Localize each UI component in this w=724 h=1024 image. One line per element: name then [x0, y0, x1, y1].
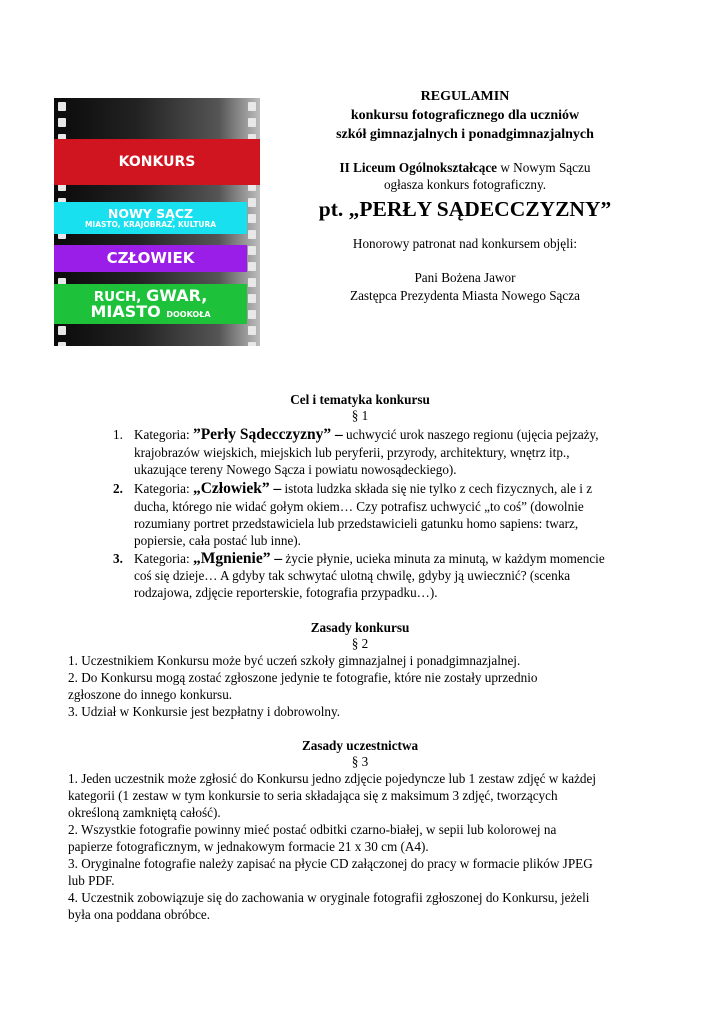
patronage-line: Honorowy patronat nad konkursem objęli:	[352, 236, 578, 251]
film-sprocket-hole	[248, 310, 256, 319]
category-3-name: „Mgnienie” –	[192, 550, 283, 567]
film-sprocket-hole	[248, 262, 256, 271]
section-2-heading: Zasady konkursu	[310, 620, 410, 635]
category-2-line2: ducha, którego nie widać gołym okiem… Czy potrafisz uchwycić „to coś” (dowolnie	[134, 499, 584, 514]
film-sprocket-hole	[248, 278, 256, 287]
poster-ruch-text: RUCH,	[93, 288, 147, 305]
category-1-line1	[134, 427, 599, 443]
film-sprocket-hole	[58, 326, 66, 335]
rule-3-line4: 2. Wszystkie fotografie powinny mieć postać odbitki czarno-białej, w sepii lub kolorowej na	[68, 822, 557, 837]
category-2-number: 2.	[113, 481, 123, 496]
category-1-line2: krajobrazów wiejskich, miejskich lub peryferii, przyrody, architektury, wnętrz itp.,	[134, 445, 570, 460]
section-3-paragraph-sign: § 3	[351, 754, 369, 769]
category-1-prefix: Kategoria:	[134, 427, 193, 442]
category-2-line3: rozumiany portret przedstawiciela lub przedstawicieli gatunku homo sapiens: twarz,	[134, 516, 579, 531]
rule-2-line4: 3. Udział w Konkursie jest bezpłatny i dobrowolny.	[68, 704, 340, 719]
rule-3-line5: papierze fotograficznym, w jednakowym formacie 21 x 30 cm (A4).	[68, 839, 429, 854]
category-3-line2: coś się dzieje… A gdyby tak schwytać ulotną chwilę, gdyby ją uwiecznić? (scenka	[134, 568, 571, 583]
film-sprocket-hole	[248, 214, 256, 223]
poster-miasto-text: MIASTO	[90, 302, 167, 321]
school-location: w Nowym Sączu	[497, 160, 591, 175]
category-2-name: „Człowiek” –	[192, 480, 282, 497]
rule-3-line2: kategorii (1 zestaw w tym konkursie to seria składająca się z maksimum 3 zdjęć, tworzących	[68, 788, 558, 803]
film-sprocket-hole	[248, 294, 256, 303]
film-sprocket-hole	[248, 246, 256, 255]
doc-title-line2: konkursu fotograficznego dla uczniów	[350, 108, 580, 123]
category-1-name: ”Perły Sądecczyzny” –	[192, 426, 343, 443]
film-sprocket-hole	[248, 102, 256, 111]
rule-3-line3: określoną zamkniętą całość).	[68, 805, 221, 820]
category-2-text: istota ludzka składa się nie tylko z cech fizycznych, ale i z	[281, 481, 593, 496]
film-strip-right	[246, 98, 258, 346]
section-1-paragraph-sign: § 1	[351, 408, 369, 423]
rule-3-line8: 4. Uczestnik zobowiązuje się do zachowania w oryginale fotografii zgłoszonej do Konkursu, jeżeli	[68, 890, 590, 905]
category-3-prefix: Kategoria:	[134, 551, 193, 566]
film-sprocket-hole	[58, 342, 66, 346]
poster-konkurs-text: KONKURS	[118, 154, 196, 170]
rule-3-line9: była ona poddana obróbce.	[68, 907, 211, 922]
poster-nowy-sacz-text: NOWY SĄCZ	[107, 205, 194, 221]
rule-2-line3: zgłoszone do innego konkursu.	[68, 687, 233, 702]
poster-band-nowy-sacz	[54, 202, 247, 234]
category-2-line4: popiersie, cała postać lub inne).	[134, 533, 301, 548]
poster-nowy-sacz-subtext: MIASTO, KRAJOBRAZ, KULTURA	[84, 220, 217, 229]
rule-3-line6: 3. Oryginalne fotografie należy zapisać na płycie CD załączonej do pracy w formacie plików JPEG	[68, 856, 593, 871]
section-3-heading: Zasady uczestnictwa	[301, 738, 419, 753]
doc-title-regulamin: REGULAMIN	[420, 89, 510, 104]
poster-czlowiek-text: CZŁOWIEK	[106, 249, 195, 267]
poster-gwar-text: GWAR,	[146, 285, 208, 305]
section-1-heading: Cel i tematyka konkursu	[290, 392, 430, 407]
film-sprocket-hole	[248, 198, 256, 207]
category-3-number: 3.	[113, 551, 123, 566]
film-sprocket-hole	[58, 102, 66, 111]
poster-band-czlowiek	[54, 245, 247, 272]
film-sprocket-hole	[248, 230, 256, 239]
film-sprocket-hole	[58, 118, 66, 127]
film-sprocket-hole	[248, 342, 256, 346]
category-1-number: 1.	[113, 427, 123, 442]
film-sprocket-hole	[248, 326, 256, 335]
rule-3-line1: 1. Jeden uczestnik może zgłosić do Konkursu jedno zdjęcie pojedyncze lub 1 zestaw zdjęć w każdej	[68, 771, 597, 786]
rule-2-line1: 1. Uczestnikiem Konkursu może być uczeń szkoły gimnazjalnej i ponadgimnazjalnej.	[68, 653, 521, 668]
contest-poster	[54, 98, 260, 346]
patron-name: Pani Bożena Jawor	[414, 270, 516, 285]
poster-band-ruch	[54, 284, 247, 324]
category-2-line1	[134, 481, 592, 497]
contest-title: pt. „PERŁY SĄDECCZYZNY”	[318, 197, 612, 221]
section-2-paragraph-sign: § 2	[351, 636, 369, 651]
announce-line: ogłasza konkurs fotograficzny.	[383, 177, 547, 192]
film-sprocket-hole	[248, 118, 256, 127]
doc-title-line3: szkół gimnazjalnych i ponadgimnazjalnych	[336, 127, 594, 142]
category-2-prefix: Kategoria:	[134, 481, 193, 496]
patron-role: Zastępca Prezydenta Miasta Nowego Sącza	[350, 288, 580, 303]
poster-band-konkurs	[54, 139, 260, 185]
category-1-line3: ukazujące tereny Nowego Sącza i powiatu nowosądeckiego).	[134, 462, 457, 477]
rule-3-line7: lub PDF.	[68, 873, 115, 888]
poster-miasto-line	[90, 304, 210, 321]
category-1-text: uchwycić urok naszego regionu (ujęcia pejzaży,	[342, 427, 599, 442]
school-name: II Liceum Ogólnokształcące	[339, 160, 498, 175]
school-line	[300, 160, 630, 176]
rule-2-line2: 2. Do Konkursu mogą zostać zgłoszone jedynie te fotografie, które nie zostały uprzednio	[68, 670, 538, 685]
poster-dookola-text: DOOKOŁA	[166, 310, 211, 319]
category-3-text: życie płynie, ucieka minuta za minutą, w każdym momencie	[282, 551, 605, 566]
category-3-line3: rodzajowa, zdjęcie reporterskie, fotografia przypadku…).	[134, 585, 438, 600]
category-3-line1	[134, 551, 605, 567]
